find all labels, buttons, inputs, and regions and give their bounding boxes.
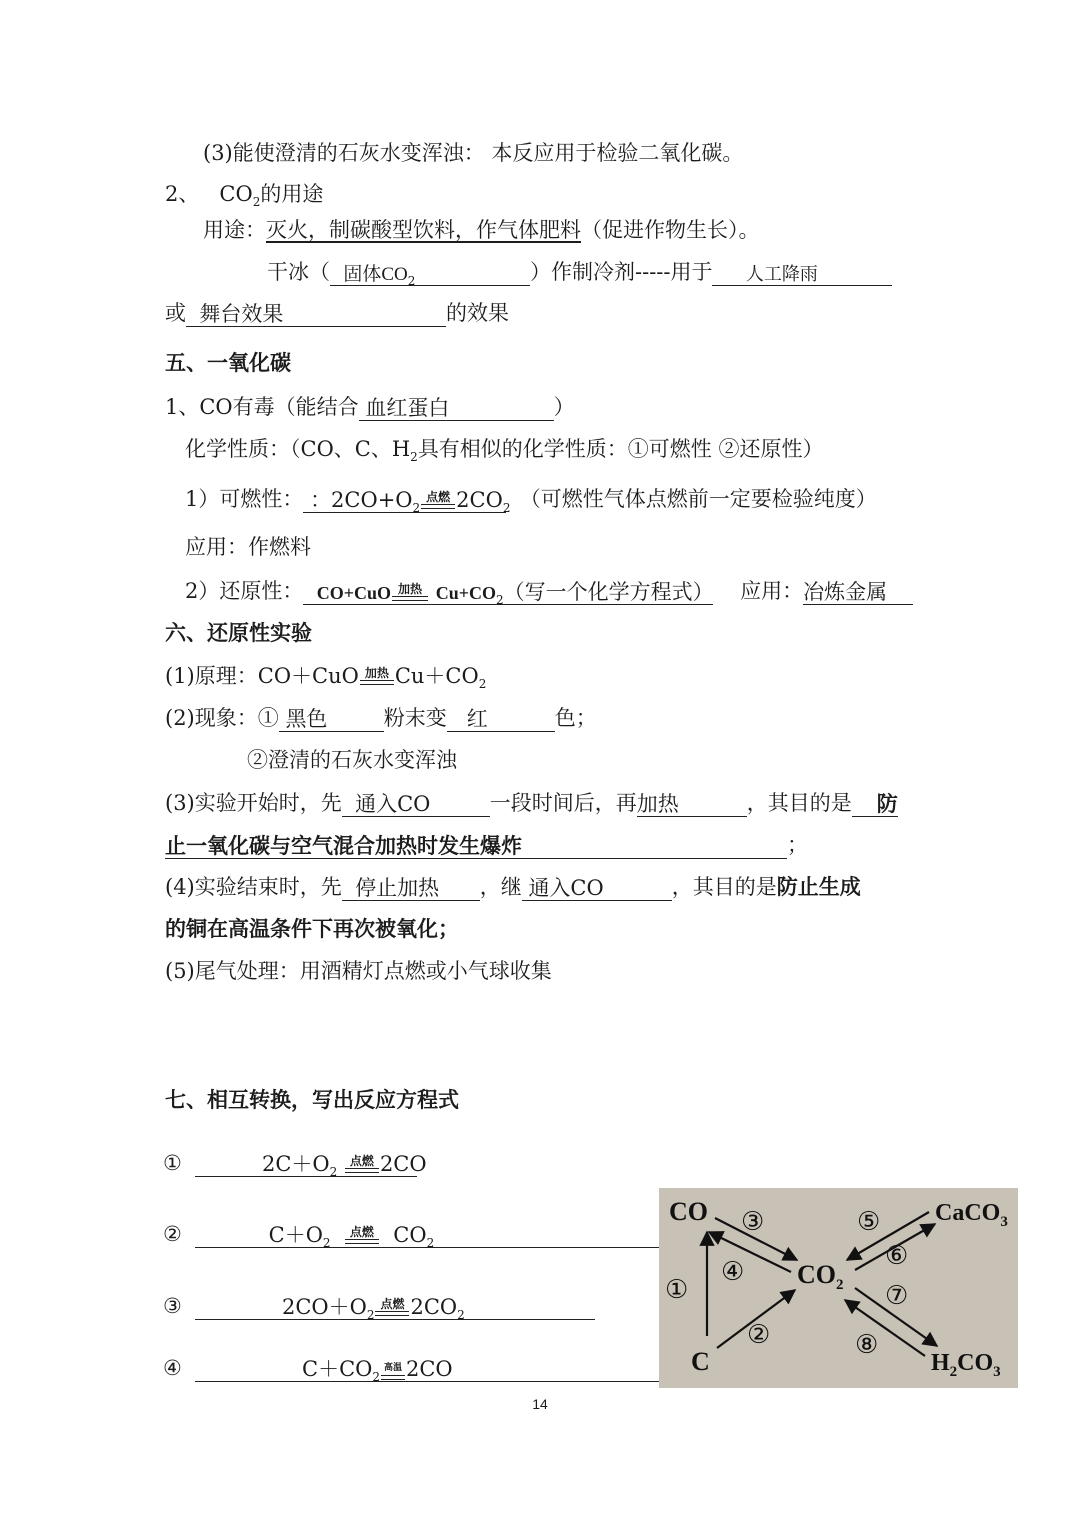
line-experiment-end-purpose: 的铜在高温条件下再次被氧化； <box>165 917 459 941</box>
line-combustibility: 1）可燃性： ：$2CO+O_2$ 点燃 $2CO_2$ （可燃性气体点燃前一定要检验纯度） <box>185 487 877 516</box>
color-after-blank: 红 <box>447 705 555 732</box>
line-principle: (1)原理：CO＋CuO 加热 $Cu+CO_2$ <box>165 664 487 692</box>
combustion-equation-blank: ：$2CO+O_2$ 点燃 $2CO_2$ <box>303 486 506 513</box>
species-h2co3: $H_2CO_3$ <box>931 1350 1001 1380</box>
species-caco3: CaCO$_3$ <box>935 1200 1008 1230</box>
line-chem-props: 化学性质：（CO、C、$H_2$具有相似的化学性质：①可燃性 ②还原性） <box>185 437 824 465</box>
line-co2-uses-heading: 2、 $CO_2$的用途 <box>165 182 324 210</box>
equation-1-blank: $2C+O_2$ 点燃 2CO <box>195 1150 417 1177</box>
species-co: CO <box>669 1197 708 1226</box>
species-co2: $CO_2$ <box>797 1260 844 1293</box>
co2-uses-answer: 灭火，制碳酸型饮料，作气体肥料 <box>266 218 581 242</box>
equation-2: ② $C+O_2$ 点燃 $CO_2$ <box>163 1220 683 1248</box>
reaction-number-4: ④ <box>721 1257 745 1287</box>
equation-3-blank: $2CO+O_2$ 点燃 $2CO_2$ <box>195 1293 595 1320</box>
reaction-number-1: ① <box>665 1275 689 1305</box>
condition-sign: 加热 <box>392 583 428 601</box>
reaction-number-6: ⑥ <box>885 1241 909 1271</box>
line-application-fuel: 应用：作燃料 <box>185 535 311 559</box>
line-co2-uses: 用途：灭火，制碳酸型饮料，作气体肥料（促进作物生长）。 <box>203 218 760 242</box>
start-purpose-blank: 防 <box>852 790 898 817</box>
equation-3: ③ $2CO+O_2$ 点燃 $2CO_2$ <box>163 1292 595 1320</box>
line-limewater-test: (3)能使澄清的石灰水变浑浊： 本反应用于检验二氧化碳。 <box>203 141 744 165</box>
end-step2-blank: 通入CO <box>522 874 672 901</box>
start-step1-blank: 通入CO <box>342 790 490 817</box>
condition-sign: 高温 <box>381 1362 405 1380</box>
condition-sign: 点燃 <box>345 1155 379 1173</box>
conversion-diagram <box>659 1188 1018 1388</box>
purpose-continued-blank: 止一氧化碳与空气混合加热时发生爆炸 <box>165 832 787 859</box>
equation-2-blank: $C+O_2$ 点燃 $CO_2$ <box>195 1221 683 1248</box>
color-before-blank: 黑色 <box>279 705 384 732</box>
start-step2-blank: 加热 <box>637 790 747 817</box>
line-experiment-start: (3)实验开始时，先 通入CO 一段时间后，再加热 ，其目的是 防 <box>165 791 898 816</box>
equation-1: ① $2C+O_2$ 点燃 2CO <box>163 1151 427 1180</box>
condition-sign: 加热 <box>360 667 394 685</box>
condition-sign: 点燃 <box>421 491 455 509</box>
line-tail-gas: (5)尾气处理：用酒精灯点燃或小气球收集 <box>165 959 552 983</box>
end-step1-blank: 停止加热 <box>342 874 480 901</box>
line-phenomenon: (2)现象：① 黑色 粉末变 红 色； <box>165 706 597 731</box>
equation-4: ④ $C+CO_2$ 高温 2CO <box>163 1354 738 1382</box>
condition-sign: 点燃 <box>375 1298 409 1316</box>
heading-carbon-monoxide: 五、一氧化碳 <box>165 351 291 375</box>
line-reducibility: 2）还原性： CO+CuO 加热 $Cu+CO_2$（写一个化学方程式） 应用：冶炼金属 <box>185 577 913 605</box>
line-co-toxic: 1、CO有毒（能结合 血红蛋白 ） <box>165 395 575 420</box>
conversion-diagram-svg <box>659 1188 1018 1388</box>
dry-ice-use-blank: 人工降雨 <box>712 259 892 286</box>
reaction-number-8: ⑧ <box>855 1330 879 1360</box>
heading-reduction-experiment: 六、还原性实验 <box>165 621 312 645</box>
reaction-number-3: ③ <box>741 1207 765 1237</box>
reduction-equation-blank: CO+CuO 加热 $Cu+CO_2$（写一个化学方程式） <box>303 578 713 605</box>
species-c: C <box>691 1347 710 1376</box>
dry-ice-blank: 固体$CO_2$ <box>330 259 530 286</box>
page-number: 14 <box>532 1396 548 1412</box>
heading-interconversion: 七、相互转换，写出反应方程式 <box>165 1088 459 1112</box>
hemoglobin-blank: 血红蛋白 <box>359 394 554 421</box>
equation-4-blank: $C+CO_2$ 高温 2CO <box>195 1355 738 1382</box>
reaction-number-7: ⑦ <box>885 1281 909 1311</box>
application-blank: 冶炼金属 <box>803 578 913 605</box>
reaction-number-2: ② <box>747 1320 771 1350</box>
line-experiment-purpose: 止一氧化碳与空气混合加热时发生爆炸 ； <box>165 833 808 858</box>
stage-effect-blank: 舞台效果 <box>186 300 446 327</box>
condition-sign: 点燃 <box>345 1226 379 1244</box>
reaction-number-5: ⑤ <box>857 1207 881 1237</box>
line-experiment-end: (4)实验结束时，先 停止加热 ，继 通入CO ，其目的是防止生成 <box>165 875 861 900</box>
line-stage-effect: 或 舞台效果 的效果 <box>165 301 509 326</box>
line-limewater: ②澄清的石灰水变浑浊 <box>247 748 457 772</box>
line-dry-ice: 干冰（ 固体$CO_2$ ）作制冷剂-----用于 人工降雨 <box>267 258 892 286</box>
